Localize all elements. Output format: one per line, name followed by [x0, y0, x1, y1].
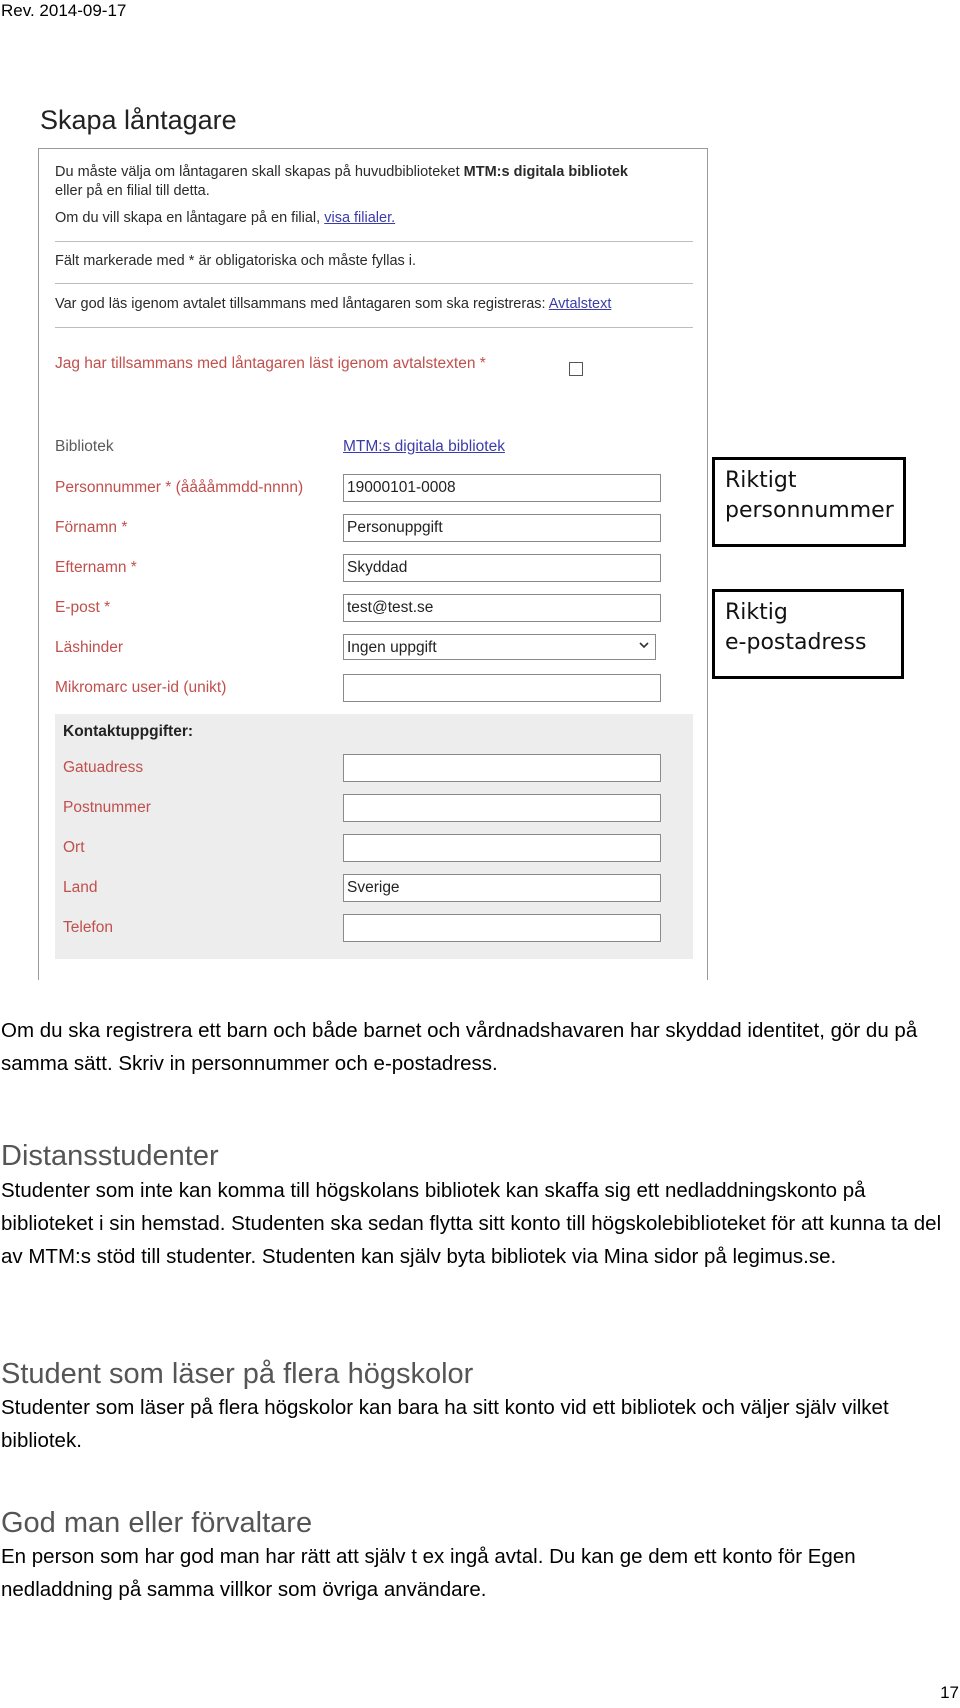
- lashinder-label: Läshinder: [55, 639, 124, 656]
- library-link[interactable]: MTM:s digitala bibliotek: [343, 438, 505, 455]
- required-note: Fält markerade med * är obligatoriska och måste fyllas i.: [55, 253, 417, 269]
- telefon-label: Telefon: [63, 919, 113, 936]
- postnummer-input[interactable]: [343, 794, 661, 822]
- revision-date: Rev. 2014-09-17: [1, 1, 127, 20]
- land-label: Land: [63, 879, 98, 896]
- chevron-down-icon: [639, 640, 649, 650]
- form-title: Skapa låntagare: [40, 105, 237, 135]
- efternamn-input[interactable]: Skyddad: [343, 554, 661, 582]
- ort-input[interactable]: [343, 834, 661, 862]
- fornamn-input[interactable]: Personuppgift: [343, 514, 661, 542]
- paragraph-flera-hogskolor: Studenter som läser på flera högskolor kan bara ha sitt konto vid ett bibliotek och väljer själv vilket bibliotek.: [1, 1396, 889, 1452]
- agreement-link[interactable]: Avtalstext: [548, 296, 612, 312]
- fornamn-label: Förnamn *: [55, 519, 128, 536]
- epost-label: E-post *: [55, 599, 111, 616]
- personnummer-input[interactable]: 19000101-0008: [343, 474, 661, 502]
- show-branches-link[interactable]: visa filialer.: [324, 210, 396, 226]
- mikromarc-label: Mikromarc user-id (unikt): [55, 679, 227, 696]
- branch-text: Om du vill skapa en låntagare på en filial, visa filialer.: [55, 210, 396, 226]
- contact-title: Kontaktuppgifter:: [63, 723, 194, 740]
- child-paragraph: Om du ska registrera ett barn och både barnet och vårdnadshavaren har skyddad identitet, gör du på samma sätt. Skriv in personnummer och e-postadress.: [1, 1019, 918, 1075]
- personnummer-label: Personnummer * (ååååmmdd-nnnn): [55, 479, 304, 496]
- confirm-label: Jag har tillsammans med låntagaren läst igenom avtalstexten *: [55, 355, 486, 372]
- library-label: Bibliotek: [55, 438, 114, 455]
- intro-text: Du måste välja om låntagaren skall skapas på huvudbiblioteket MTM:s digitala bibliotek eller på en filial till detta.: [55, 164, 628, 199]
- divider: [55, 241, 693, 242]
- create-borrower-form: [38, 148, 708, 980]
- postnummer-label: Postnummer: [63, 799, 151, 816]
- agreement-text: Var god läs igenom avtalet tillsammans med låntagaren som ska registreras: Avtalstext: [55, 296, 612, 312]
- heading-god-man: God man eller förvaltare: [1, 1507, 313, 1539]
- gatuadress-input[interactable]: [343, 754, 661, 782]
- ort-label: Ort: [63, 839, 85, 856]
- divider: [55, 283, 693, 284]
- divider: [55, 327, 693, 328]
- confirm-checkbox[interactable]: [569, 362, 583, 376]
- heading-flera-hogskolor: Student som läser på flera högskolor: [1, 1358, 474, 1390]
- paragraph-distansstudenter: Studenter som inte kan komma till högskolans bibliotek kan skaffa sig ett nedladdningskonto på biblioteket i sin hemstad. Studenten ska sedan flytta sitt konto till högskolebiblioteket för att kunna ta del av MTM:s stöd till studenter. Studenten kan själv byta bibliotek via Mina sidor på legimus.se.: [1, 1179, 942, 1268]
- lashinder-selected-value: Ingen uppgift: [347, 639, 437, 656]
- land-input[interactable]: Sverige: [343, 874, 661, 902]
- efternamn-label: Efternamn *: [55, 559, 137, 576]
- paragraph-god-man: En person som har god man har rätt att själv t ex ingå avtal. Du kan ge dem ett konto för Egen nedladdning på samma villkor som övriga användare.: [1, 1545, 856, 1601]
- telefon-input[interactable]: [343, 914, 661, 942]
- mikromarc-input[interactable]: [343, 674, 661, 702]
- heading-distansstudenter: Distansstudenter: [1, 1140, 219, 1172]
- callout-personnummer: Riktigt personnummer: [712, 457, 906, 547]
- epost-input[interactable]: test@test.se: [343, 594, 661, 622]
- callout-epost: Riktig e-postadress: [712, 589, 904, 679]
- lashinder-select[interactable]: [343, 634, 656, 660]
- gatuadress-label: Gatuadress: [63, 759, 144, 776]
- page-number: 17: [940, 1683, 959, 1702]
